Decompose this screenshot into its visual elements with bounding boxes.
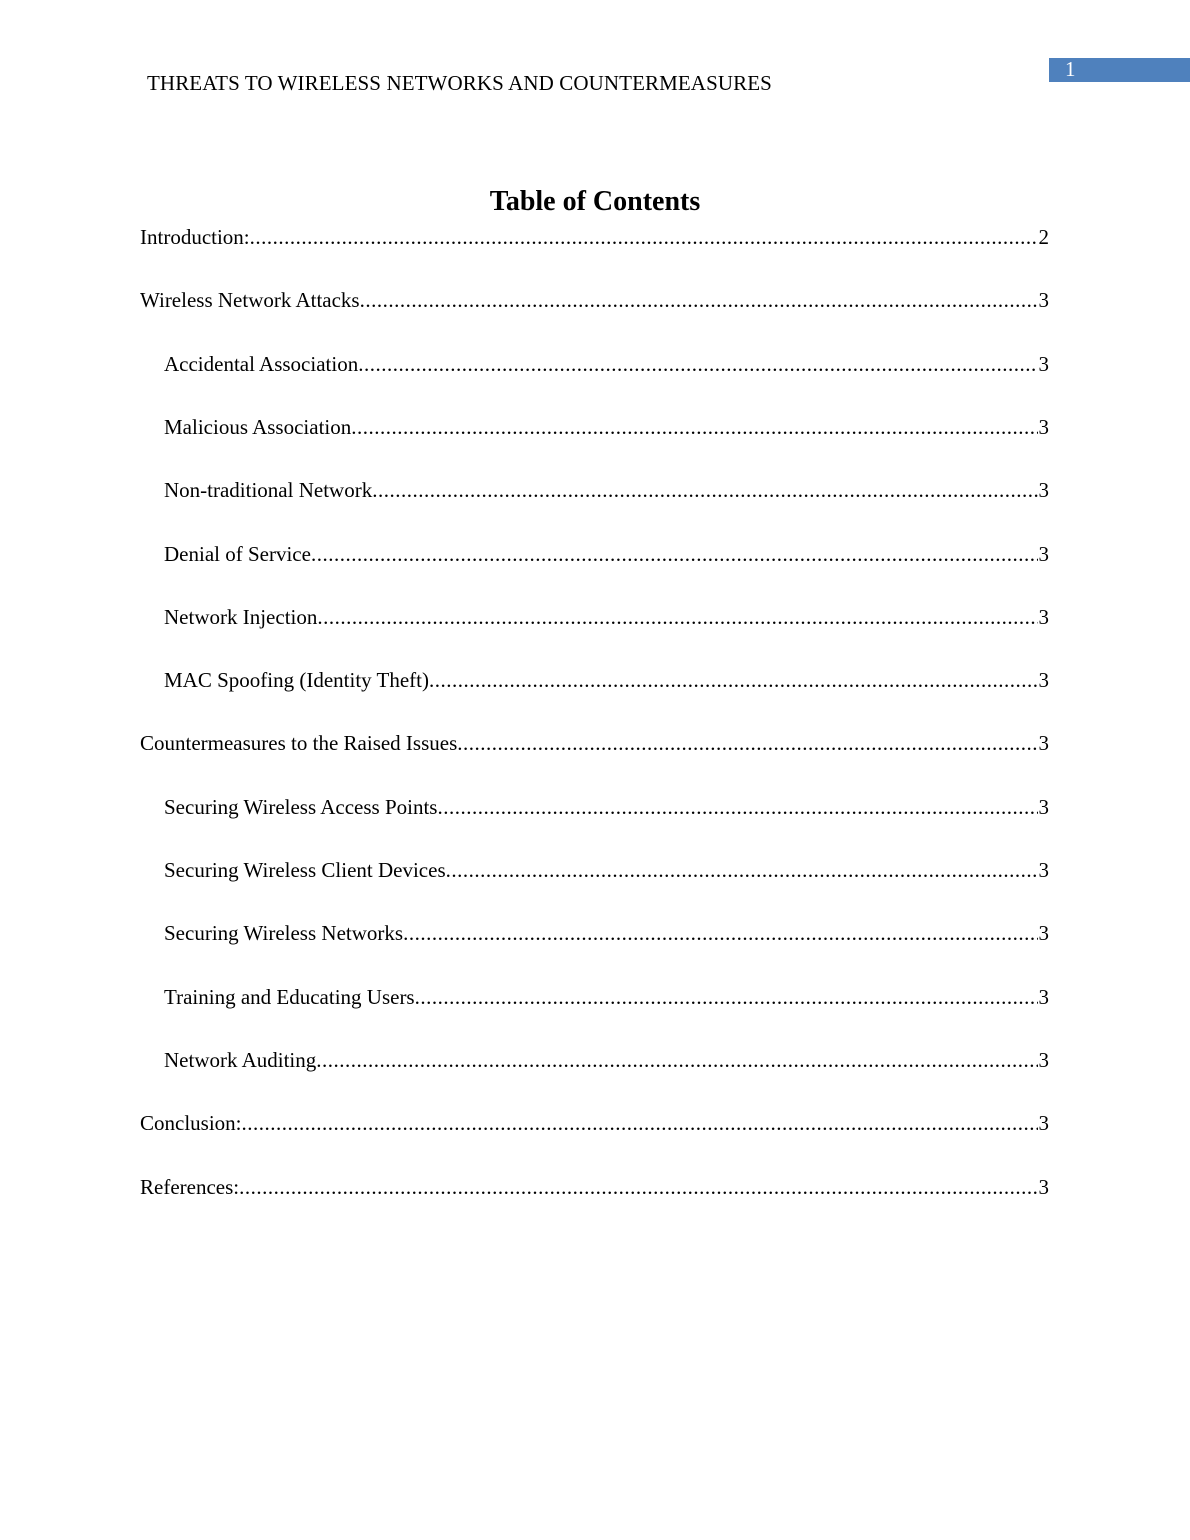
toc-entry-label: Training and Educating Users [164,984,415,1009]
toc-entry-page-number: 3 [1038,1111,1049,1136]
toc-dot-leader [317,602,1037,632]
toc-entry-page-number: 3 [1038,1047,1049,1072]
toc-dot-leader [351,412,1037,442]
toc-entry-label: Network Injection [164,604,318,629]
toc-entry[interactable] [164,539,1049,569]
toc-dot-leader [360,285,1038,315]
toc-dot-leader [242,1108,1038,1138]
toc-entry-page-number: 3 [1038,414,1049,439]
toc-entry-label: Securing Wireless Networks [164,921,404,946]
toc-entry[interactable] [140,222,1049,252]
toc-entry[interactable] [140,1108,1049,1138]
toc-entry-label: Conclusion: [140,1111,242,1136]
toc-entry[interactable] [164,918,1049,948]
toc-entry[interactable] [164,412,1049,442]
toc-entry-page-number: 3 [1038,858,1049,882]
toc-entry-page-number: 3 [1038,984,1049,1009]
toc-entry[interactable] [164,349,1049,379]
toc-entry-page-number: 3 [1038,921,1049,946]
toc-entry-page-number: 2 [1038,225,1049,249]
toc-entry-page-number: 3 [1038,1174,1049,1199]
toc-entry-label: Countermeasures to the Raised Issues [140,731,458,756]
toc-entry[interactable] [164,982,1049,1012]
running-head: THREATS TO WIRELESS NETWORKS AND COUNTERMEASURES [147,71,772,95]
toc-entry-page-number: 3 [1038,794,1049,819]
toc-entry-label: Non-traditional Network [164,478,373,503]
toc-dot-leader [415,982,1038,1012]
toc-entry-label: Accidental Association [164,351,359,376]
toc-entry-label: Introduction: [140,225,250,249]
toc-dot-leader [437,792,1037,822]
toc-entry[interactable] [140,1172,1049,1202]
toc-entry-page-number: 3 [1038,478,1049,503]
toc-entry-label: MAC Spoofing (Identity Theft) [164,668,430,693]
toc-entry-label: Network Auditing [164,1047,317,1072]
toc-title: Table of Contents [489,186,701,217]
toc-entry-label: Securing Wireless Access Points [164,794,438,819]
toc-entry-page-number: 3 [1038,604,1049,629]
toc-entry-label: Securing Wireless Client Devices [164,858,446,882]
toc-dot-leader [403,918,1037,948]
toc-entry[interactable] [140,728,1049,758]
toc-entry-page-number: 3 [1038,668,1049,693]
toc-dot-leader [372,475,1037,505]
toc-dot-leader [457,728,1037,758]
toc-dot-leader [358,349,1037,379]
toc-entry-label: References: [140,1174,240,1199]
toc-entry-label: Wireless Network Attacks [140,288,360,313]
toc-dot-leader [250,222,1038,252]
toc-dot-leader [446,855,1038,885]
toc-entry-page-number: 3 [1038,351,1049,376]
toc-entry-page-number: 3 [1038,731,1049,756]
page-number: 1 [1065,57,1076,81]
toc-entry-label: Denial of Service [164,541,311,566]
toc-dot-leader [429,665,1037,695]
toc-entry-label: Malicious Association [164,414,352,439]
toc-entry-page-number: 3 [1038,288,1049,313]
toc-entry-page-number: 3 [1038,541,1049,566]
toc-dot-leader [316,1045,1037,1075]
toc-entry[interactable] [164,602,1049,632]
toc-entry[interactable] [164,1045,1049,1075]
toc-dot-leader [311,539,1038,569]
toc-dot-leader [239,1172,1037,1202]
toc-entry[interactable] [164,475,1049,505]
toc-entry[interactable] [164,855,1049,885]
toc-entry[interactable] [164,792,1049,822]
toc-entry[interactable] [164,665,1049,695]
page-number-badge [1049,58,1190,82]
toc-entry[interactable] [140,285,1049,315]
